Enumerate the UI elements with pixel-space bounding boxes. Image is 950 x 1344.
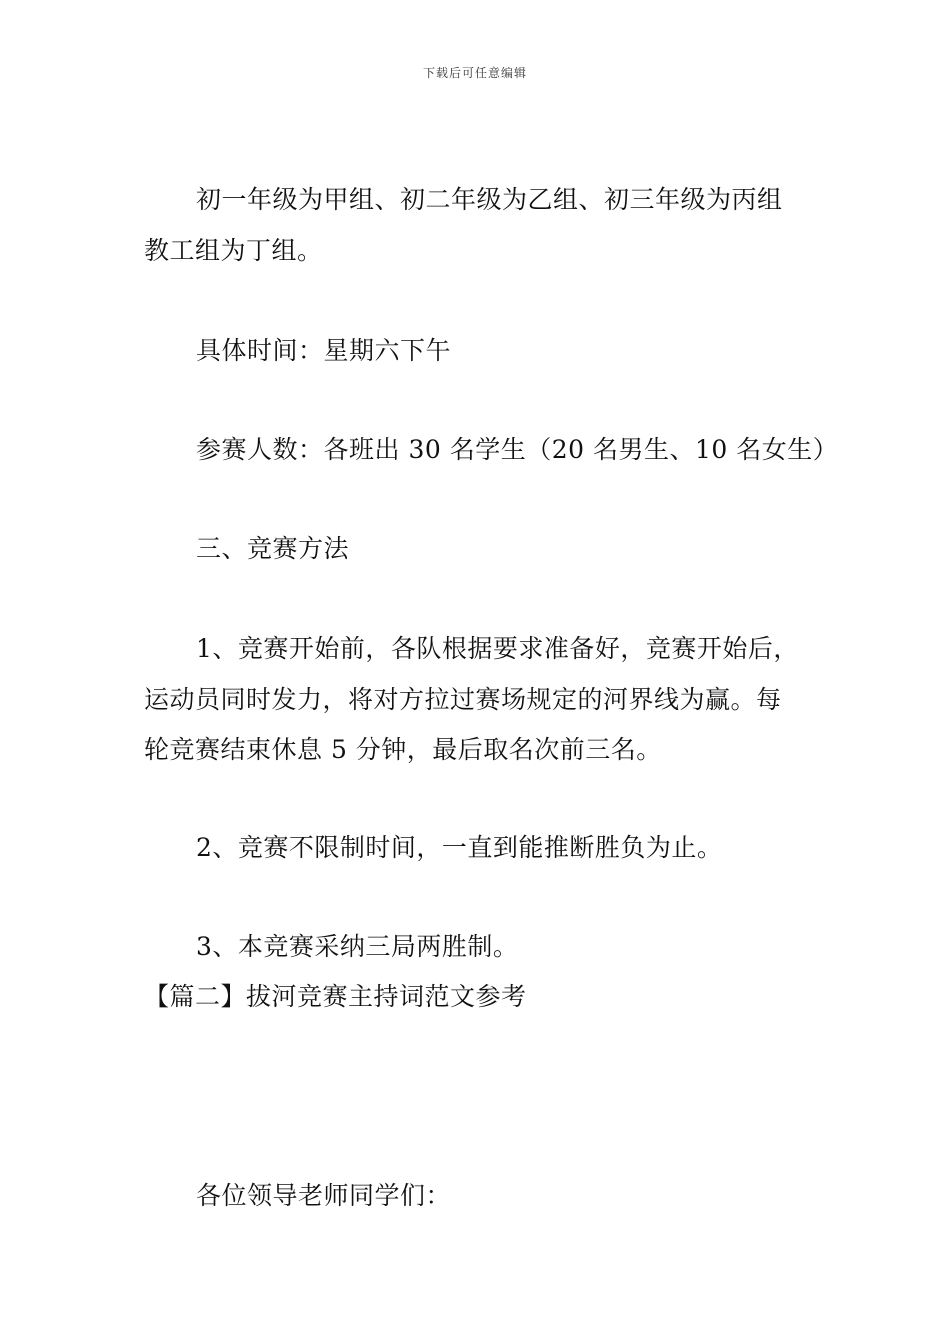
paragraph-rule-1-line-2: 运动员同时发力，将对方拉过赛场规定的河界线为赢。每: [144, 685, 782, 714]
section-title-part-two: 【篇二】拔河竞赛主持词范文参考: [144, 982, 527, 1011]
paragraph-rule-2: 2、竞赛不限制时间，一直到能推断胜负为止。: [196, 833, 723, 862]
section-heading-method: 三、竞赛方法: [196, 534, 350, 563]
paragraph-rule-1-line-3: 轮竞赛结束休息 5 分钟，最后取名次前三名。: [144, 735, 662, 764]
paragraph-greeting: 各位领导老师同学们：: [196, 1181, 452, 1210]
paragraph-rule-1-line-1: 1、竞赛开始前，各队根据要求准备好，竞赛开始后，: [196, 634, 799, 663]
paragraph-participants: 参赛人数：各班出 30 名学生（20 名男生、10 名女生）: [196, 435, 839, 464]
page-header: 下载后可任意编辑: [422, 66, 527, 80]
paragraph-time: 具体时间：星期六下午: [196, 336, 452, 365]
paragraph-rule-3: 3、本竞赛采纳三局两胜制。: [196, 932, 519, 961]
paragraph-groups-line-1: 初一年级为甲组、初二年级为乙组、初三年级为丙组: [196, 185, 783, 214]
paragraph-groups-line-2: 教工组为丁组。: [144, 236, 323, 265]
